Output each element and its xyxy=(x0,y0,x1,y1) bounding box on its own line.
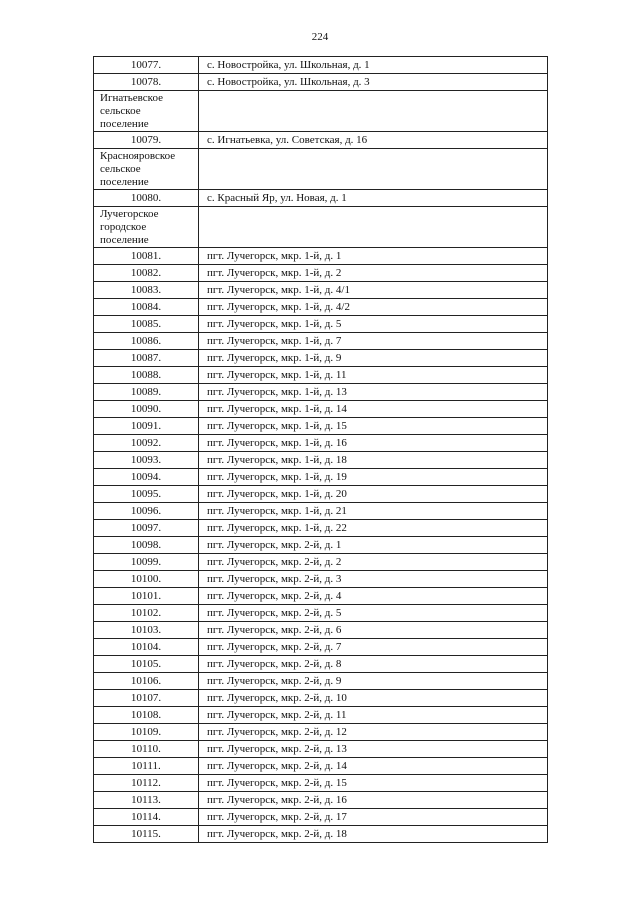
row-number: 10082. xyxy=(94,265,199,282)
row-number: 10084. xyxy=(94,299,199,316)
settlement-name-line: городское xyxy=(100,221,147,233)
address-cell: с. Красный Яр, ул. Новая, д. 1 xyxy=(199,190,548,207)
table-row xyxy=(94,724,548,741)
address-cell: с. Игнатьевка, ул. Советская, д. 16 xyxy=(199,132,548,149)
address-cell: пгт. Лучегорск, мкр. 1-й, д. 18 xyxy=(199,452,548,469)
address-cell: пгт. Лучегорск, мкр. 2-й, д. 5 xyxy=(199,605,548,622)
row-number: 10110. xyxy=(94,741,199,758)
row-number: 10100. xyxy=(94,571,199,588)
address-cell: пгт. Лучегорск, мкр. 1-й, д. 15 xyxy=(199,418,548,435)
empty-address-cell xyxy=(199,91,548,132)
table-row xyxy=(94,57,548,74)
table-row xyxy=(94,333,548,350)
table-row xyxy=(94,299,548,316)
settlement-name-line: поселение xyxy=(100,234,149,246)
row-number: 10086. xyxy=(94,333,199,350)
address-cell: пгт. Лучегорск, мкр. 1-й, д. 2 xyxy=(199,265,548,282)
row-number: 10106. xyxy=(94,673,199,690)
address-cell: пгт. Лучегорск, мкр. 2-й, д. 18 xyxy=(199,826,548,843)
table-row xyxy=(94,741,548,758)
address-cell: пгт. Лучегорск, мкр. 2-й, д. 9 xyxy=(199,673,548,690)
address-cell: пгт. Лучегорск, мкр. 2-й, д. 8 xyxy=(199,656,548,673)
row-number: 10109. xyxy=(94,724,199,741)
row-number: 10089. xyxy=(94,384,199,401)
table-row xyxy=(94,401,548,418)
row-number: 10102. xyxy=(94,605,199,622)
row-number: 10095. xyxy=(94,486,199,503)
address-cell: пгт. Лучегорск, мкр. 2-й, д. 1 xyxy=(199,537,548,554)
address-cell: пгт. Лучегорск, мкр. 1-й, д. 16 xyxy=(199,435,548,452)
table-row xyxy=(94,190,548,207)
settlement-name-cell xyxy=(94,207,199,248)
settlement-name-cell xyxy=(94,91,199,132)
row-number: 10099. xyxy=(94,554,199,571)
address-cell: с. Новостройка, ул. Школьная, д. 1 xyxy=(199,57,548,74)
table-row xyxy=(94,503,548,520)
address-cell: пгт. Лучегорск, мкр. 1-й, д. 22 xyxy=(199,520,548,537)
row-number: 10101. xyxy=(94,588,199,605)
address-cell: пгт. Лучегорск, мкр. 1-й, д. 20 xyxy=(199,486,548,503)
address-table xyxy=(93,56,548,843)
table-row xyxy=(94,809,548,826)
table-row xyxy=(94,605,548,622)
table-row xyxy=(94,350,548,367)
address-cell: пгт. Лучегорск, мкр. 2-й, д. 4 xyxy=(199,588,548,605)
table-row xyxy=(94,639,548,656)
row-number: 10111. xyxy=(94,758,199,775)
address-cell: пгт. Лучегорск, мкр. 1-й, д. 11 xyxy=(199,367,548,384)
table-row xyxy=(94,707,548,724)
row-number: 10098. xyxy=(94,537,199,554)
row-number: 10115. xyxy=(94,826,199,843)
settlement-name-line: Лучегорское xyxy=(100,208,159,220)
table-row xyxy=(94,316,548,333)
table-row xyxy=(94,656,548,673)
table-row xyxy=(94,74,548,91)
address-cell: пгт. Лучегорск, мкр. 2-й, д. 15 xyxy=(199,775,548,792)
row-number: 10096. xyxy=(94,503,199,520)
address-cell: пгт. Лучегорск, мкр. 1-й, д. 4/2 xyxy=(199,299,548,316)
table-row xyxy=(94,132,548,149)
table-row xyxy=(94,588,548,605)
table-row xyxy=(94,367,548,384)
address-cell: пгт. Лучегорск, мкр. 2-й, д. 13 xyxy=(199,741,548,758)
table-row xyxy=(94,469,548,486)
address-cell: пгт. Лучегорск, мкр. 1-й, д. 21 xyxy=(199,503,548,520)
address-cell: пгт. Лучегорск, мкр. 2-й, д. 3 xyxy=(199,571,548,588)
table-row xyxy=(94,486,548,503)
settlement-name-line: сельское xyxy=(100,105,141,117)
table-row xyxy=(94,435,548,452)
address-cell: пгт. Лучегорск, мкр. 1-й, д. 9 xyxy=(199,350,548,367)
table-row xyxy=(94,418,548,435)
row-number: 10087. xyxy=(94,350,199,367)
table-row xyxy=(94,673,548,690)
settlement-name-line: поселение xyxy=(100,176,149,188)
table-row xyxy=(94,775,548,792)
row-number: 10083. xyxy=(94,282,199,299)
row-number: 10092. xyxy=(94,435,199,452)
row-number: 10097. xyxy=(94,520,199,537)
address-cell: пгт. Лучегорск, мкр. 2-й, д. 2 xyxy=(199,554,548,571)
table-row xyxy=(94,282,548,299)
address-cell: пгт. Лучегорск, мкр. 1-й, д. 7 xyxy=(199,333,548,350)
table-row xyxy=(94,622,548,639)
row-number: 10114. xyxy=(94,809,199,826)
settlement-name-line: сельское xyxy=(100,163,141,175)
page-number: 224 xyxy=(311,31,329,43)
table-row xyxy=(94,826,548,843)
settlement-name-cell xyxy=(94,149,199,190)
address-cell: пгт. Лучегорск, мкр. 1-й, д. 4/1 xyxy=(199,282,548,299)
row-number: 10091. xyxy=(94,418,199,435)
address-cell: пгт. Лучегорск, мкр. 2-й, д. 12 xyxy=(199,724,548,741)
row-number: 10113. xyxy=(94,792,199,809)
address-cell: пгт. Лучегорск, мкр. 2-й, д. 7 xyxy=(199,639,548,656)
table-row xyxy=(94,520,548,537)
row-number: 10088. xyxy=(94,367,199,384)
table-row xyxy=(94,248,548,265)
row-number: 10090. xyxy=(94,401,199,418)
table-row xyxy=(94,554,548,571)
table-row xyxy=(94,792,548,809)
row-number: 10085. xyxy=(94,316,199,333)
table-row xyxy=(94,758,548,775)
address-cell: пгт. Лучегорск, мкр. 1-й, д. 13 xyxy=(199,384,548,401)
row-number: 10104. xyxy=(94,639,199,656)
row-number: 10108. xyxy=(94,707,199,724)
table-row xyxy=(94,265,548,282)
address-cell: пгт. Лучегорск, мкр. 1-й, д. 5 xyxy=(199,316,548,333)
address-cell: пгт. Лучегорск, мкр. 2-й, д. 10 xyxy=(199,690,548,707)
row-number: 10112. xyxy=(94,775,199,792)
empty-address-cell xyxy=(199,207,548,248)
settlement-group-row xyxy=(94,91,548,132)
row-number: 10105. xyxy=(94,656,199,673)
table-row xyxy=(94,452,548,469)
address-cell: пгт. Лучегорск, мкр. 2-й, д. 11 xyxy=(199,707,548,724)
address-cell: пгт. Лучегорск, мкр. 1-й, д. 1 xyxy=(199,248,548,265)
row-number: 10079. xyxy=(94,132,199,149)
address-cell: пгт. Лучегорск, мкр. 2-й, д. 17 xyxy=(199,809,548,826)
row-number: 10094. xyxy=(94,469,199,486)
row-number: 10081. xyxy=(94,248,199,265)
row-number: 10078. xyxy=(94,74,199,91)
settlement-name-line: поселение xyxy=(100,118,149,130)
empty-address-cell xyxy=(199,149,548,190)
row-number: 10103. xyxy=(94,622,199,639)
settlement-group-row xyxy=(94,207,548,248)
row-number: 10107. xyxy=(94,690,199,707)
address-cell: пгт. Лучегорск, мкр. 1-й, д. 19 xyxy=(199,469,548,486)
table-row xyxy=(94,690,548,707)
table-row xyxy=(94,571,548,588)
address-table-body xyxy=(94,57,548,843)
row-number: 10077. xyxy=(94,57,199,74)
address-cell: пгт. Лучегорск, мкр. 1-й, д. 14 xyxy=(199,401,548,418)
address-cell: с. Новостройка, ул. Школьная, д. 3 xyxy=(199,74,548,91)
address-cell: пгт. Лучегорск, мкр. 2-й, д. 16 xyxy=(199,792,548,809)
settlement-group-row xyxy=(94,149,548,190)
table-row xyxy=(94,537,548,554)
settlement-name-line: Игнатьевское xyxy=(100,92,163,104)
row-number: 10080. xyxy=(94,190,199,207)
address-cell: пгт. Лучегорск, мкр. 2-й, д. 6 xyxy=(199,622,548,639)
row-number: 10093. xyxy=(94,452,199,469)
address-cell: пгт. Лучегорск, мкр. 2-й, д. 14 xyxy=(199,758,548,775)
table-row xyxy=(94,384,548,401)
settlement-name-line: Краснояровское xyxy=(100,150,176,162)
